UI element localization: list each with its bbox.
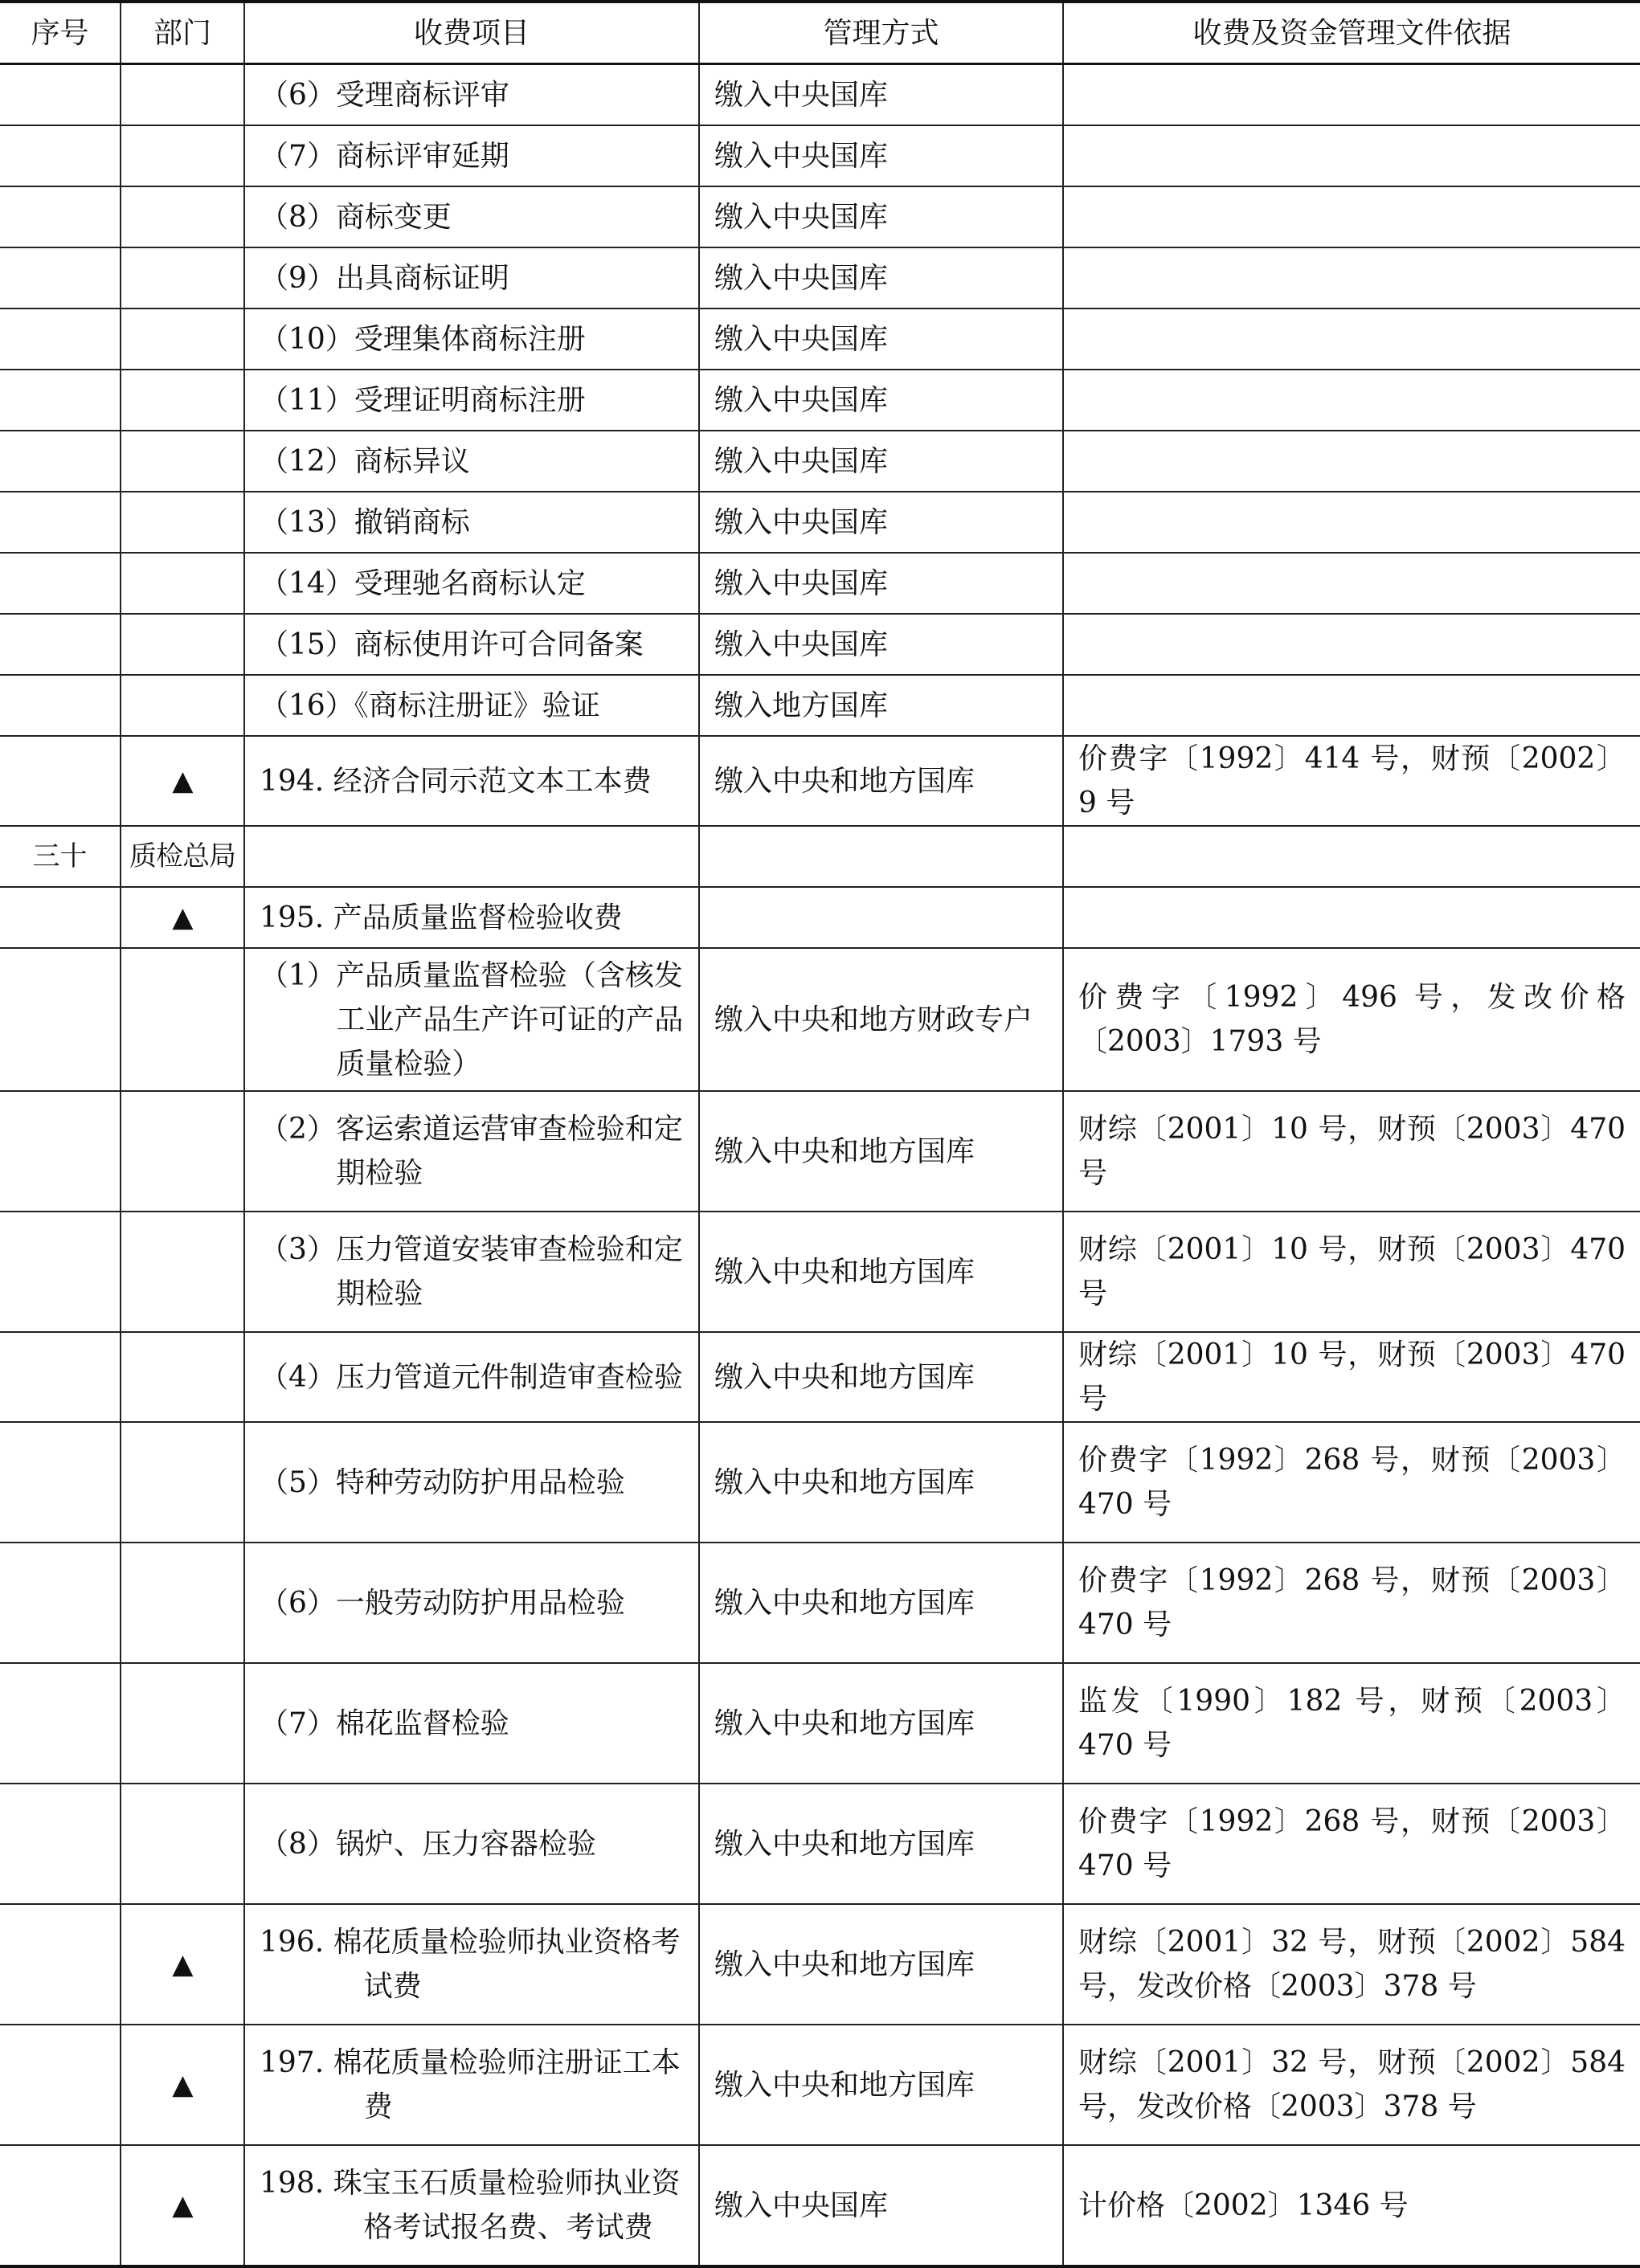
cell-dept — [121, 1091, 244, 1212]
table-row — [0, 309, 1640, 370]
cell-no — [0, 1422, 121, 1543]
cell-no — [0, 553, 121, 614]
triangle-icon: ▲ — [121, 2145, 244, 2266]
cell-item: （7）棉花监督检验 — [244, 1663, 699, 1784]
cell-doc: 财综〔2001〕10 号，财预〔2003〕470 号 — [1063, 1332, 1640, 1422]
cell-no — [0, 309, 121, 370]
cell-dept — [121, 186, 244, 247]
table-row — [0, 1663, 1640, 1784]
cell-no — [0, 64, 121, 126]
table-row — [0, 2145, 1640, 2266]
cell-no — [0, 125, 121, 186]
header-dept: 部门 — [121, 2, 244, 64]
cell-no — [0, 887, 121, 948]
cell-doc — [1063, 247, 1640, 309]
table-row — [0, 431, 1640, 492]
cell-dept — [121, 1663, 244, 1784]
cell-dept — [121, 1212, 244, 1332]
cell-no — [0, 1904, 121, 2025]
cell-item: （8）锅炉、压力容器检验 — [244, 1784, 699, 1904]
cell-mgmt: 缴入中央和地方国库 — [699, 1332, 1063, 1422]
item-text: （3）压力管道安装审查检验和定期检验 — [260, 1233, 683, 1310]
cell-no — [0, 614, 121, 675]
triangle-icon: ▲ — [121, 736, 244, 826]
header-item: 收费项目 — [244, 2, 699, 64]
triangle-icon: ▲ — [121, 887, 244, 948]
cell-mgmt: 缴入中央国库 — [699, 492, 1063, 553]
header-doc: 收费及资金管理文件依据 — [1063, 2, 1640, 64]
cell-mgmt: 缴入地方国库 — [699, 675, 1063, 736]
table-row — [0, 887, 1640, 948]
table-row — [0, 736, 1640, 826]
cell-mgmt — [699, 826, 1063, 887]
cell-item: （13）撤销商标 — [244, 492, 699, 553]
table-row — [0, 492, 1640, 553]
cell-mgmt: 缴入中央和地方国库 — [699, 2025, 1063, 2145]
cell-no — [0, 1212, 121, 1332]
cell-doc — [1063, 553, 1640, 614]
cell-doc: 财综〔2001〕10 号，财预〔2003〕470 号 — [1063, 1212, 1640, 1332]
header-mgmt: 管理方式 — [699, 2, 1063, 64]
cell-no — [0, 1784, 121, 1904]
cell-doc: 财综〔2001〕32 号，财预〔2002〕584 号，发改价格〔2003〕378 号 — [1063, 1904, 1640, 2025]
cell-item: （8）商标变更 — [244, 186, 699, 247]
cell-mgmt — [699, 887, 1063, 948]
cell-item: （4）压力管道元件制造审查检验 — [244, 1332, 699, 1422]
cell-mgmt: 缴入中央国库 — [699, 370, 1063, 431]
cell-doc: 财综〔2001〕32 号，财预〔2002〕584 号，发改价格〔2003〕378 号 — [1063, 2025, 1640, 2145]
cell-dept — [121, 492, 244, 553]
table-row — [0, 186, 1640, 247]
cell-mgmt: 缴入中央国库 — [699, 186, 1063, 247]
cell-mgmt: 缴入中央和地方国库 — [699, 1663, 1063, 1784]
item-text: （2）客运索道运营审查检验和定期检验 — [260, 1113, 683, 1190]
cell-doc — [1063, 370, 1640, 431]
cell-item: （10）受理集体商标注册 — [244, 309, 699, 370]
table-row — [0, 64, 1640, 126]
cell-dept — [121, 1784, 244, 1904]
cell-doc: 监发〔1990〕182 号，财预〔2003〕470 号 — [1063, 1663, 1640, 1784]
cell-item — [244, 1212, 699, 1332]
triangle-icon: ▲ — [121, 2025, 244, 2145]
item-text: 198. 珠宝玉石质量检验师执业资格考试报名费、考试费 — [260, 2167, 681, 2244]
cell-doc: 价费字〔1992〕496 号，发改价格〔2003〕1793 号 — [1063, 948, 1640, 1091]
item-text: （1）产品质量监督检验（含核发工业产品生产许可证的产品质量检验） — [260, 958, 684, 1081]
cell-no — [0, 1332, 121, 1422]
cell-no — [0, 2145, 121, 2266]
cell-dept — [121, 431, 244, 492]
cell-dept — [121, 125, 244, 186]
cell-no — [0, 492, 121, 553]
cell-no — [0, 2025, 121, 2145]
table-row — [0, 826, 1640, 887]
table-row — [0, 2025, 1640, 2145]
cell-doc: 价费字〔1992〕268 号，财预〔2003〕470 号 — [1063, 1784, 1640, 1904]
cell-mgmt: 缴入中央国库 — [699, 125, 1063, 186]
table-row — [0, 1784, 1640, 1904]
cell-doc — [1063, 186, 1640, 247]
cell-item — [244, 2025, 699, 2145]
cell-doc — [1063, 887, 1640, 948]
item-text: 197. 棉花质量检验师注册证工本费 — [260, 2046, 681, 2123]
cell-doc: 价费字〔1992〕268 号，财预〔2003〕470 号 — [1063, 1543, 1640, 1663]
cell-item — [244, 2145, 699, 2266]
table-row — [0, 614, 1640, 675]
cell-item — [244, 948, 699, 1091]
cell-item: （16）《商标注册证》验证 — [244, 675, 699, 736]
cell-doc — [1063, 309, 1640, 370]
cell-no — [0, 370, 121, 431]
cell-item — [244, 1091, 699, 1212]
cell-doc — [1063, 492, 1640, 553]
item-text: 196. 棉花质量检验师执业资格考试费 — [260, 1926, 681, 2003]
cell-dept — [121, 247, 244, 309]
cell-item: （5）特种劳动防护用品检验 — [244, 1422, 699, 1543]
cell-doc — [1063, 125, 1640, 186]
cell-no — [0, 431, 121, 492]
cell-item: （6）受理商标评审 — [244, 64, 699, 126]
cell-no — [0, 948, 121, 1091]
cell-dept — [121, 1332, 244, 1422]
cell-no: 三十 — [0, 826, 121, 887]
cell-dept — [121, 64, 244, 126]
cell-doc — [1063, 614, 1640, 675]
table-row — [0, 675, 1640, 736]
table-row — [0, 1422, 1640, 1543]
cell-dept: 质检总局 — [121, 826, 244, 887]
cell-mgmt: 缴入中央国库 — [699, 553, 1063, 614]
cell-doc: 计价格〔2002〕1346 号 — [1063, 2145, 1640, 2266]
cell-doc: 价费字〔1992〕414 号，财预〔2002〕9 号 — [1063, 736, 1640, 826]
table-row — [0, 1332, 1640, 1422]
cell-no — [0, 675, 121, 736]
cell-doc — [1063, 826, 1640, 887]
cell-mgmt: 缴入中央国库 — [699, 309, 1063, 370]
table-row — [0, 370, 1640, 431]
cell-mgmt: 缴入中央和地方国库 — [699, 1091, 1063, 1212]
cell-mgmt: 缴入中央国库 — [699, 431, 1063, 492]
cell-item: （15）商标使用许可合同备案 — [244, 614, 699, 675]
cell-item — [244, 826, 699, 887]
cell-mgmt: 缴入中央和地方国库 — [699, 1904, 1063, 2025]
cell-dept — [121, 1422, 244, 1543]
table-row — [0, 247, 1640, 309]
cell-item: （11）受理证明商标注册 — [244, 370, 699, 431]
cell-no — [0, 736, 121, 826]
cell-item: 194. 经济合同示范文本工本费 — [244, 736, 699, 826]
cell-dept — [121, 553, 244, 614]
cell-dept — [121, 1543, 244, 1663]
table-row — [0, 1212, 1640, 1332]
cell-mgmt: 缴入中央国库 — [699, 64, 1063, 126]
table-row — [0, 1091, 1640, 1212]
cell-doc — [1063, 64, 1640, 126]
cell-no — [0, 1091, 121, 1212]
cell-doc: 财综〔2001〕10 号，财预〔2003〕470 号 — [1063, 1091, 1640, 1212]
cell-doc: 价费字〔1992〕268 号，财预〔2003〕470 号 — [1063, 1422, 1640, 1543]
cell-no — [0, 186, 121, 247]
cell-mgmt: 缴入中央和地方国库 — [699, 1422, 1063, 1543]
cell-item: （7）商标评审延期 — [244, 125, 699, 186]
cell-item: （6）一般劳动防护用品检验 — [244, 1543, 699, 1663]
table-row — [0, 125, 1640, 186]
cell-mgmt: 缴入中央和地方财政专户 — [699, 948, 1063, 1091]
header-row — [0, 2, 1640, 64]
cell-no — [0, 1663, 121, 1784]
cell-dept — [121, 614, 244, 675]
cell-dept — [121, 675, 244, 736]
cell-mgmt: 缴入中央和地方国库 — [699, 736, 1063, 826]
cell-mgmt: 缴入中央国库 — [699, 614, 1063, 675]
cell-item: （14）受理驰名商标认定 — [244, 553, 699, 614]
cell-item: 195. 产品质量监督检验收费 — [244, 887, 699, 948]
table-row — [0, 1543, 1640, 1663]
cell-no — [0, 247, 121, 309]
cell-no — [0, 1543, 121, 1663]
table-row — [0, 1904, 1640, 2025]
cell-mgmt: 缴入中央和地方国库 — [699, 1212, 1063, 1332]
cell-dept — [121, 309, 244, 370]
cell-mgmt: 缴入中央和地方国库 — [699, 1543, 1063, 1663]
cell-mgmt: 缴入中央和地方国库 — [699, 1784, 1063, 1904]
cell-doc — [1063, 431, 1640, 492]
table-row — [0, 948, 1640, 1091]
cell-item: （9）出具商标证明 — [244, 247, 699, 309]
cell-item: （12）商标异议 — [244, 431, 699, 492]
triangle-icon: ▲ — [121, 1904, 244, 2025]
cell-mgmt: 缴入中央国库 — [699, 247, 1063, 309]
cell-dept — [121, 370, 244, 431]
cell-item — [244, 1904, 699, 2025]
cell-doc — [1063, 675, 1640, 736]
table-row — [0, 553, 1640, 614]
cell-mgmt: 缴入中央国库 — [699, 2145, 1063, 2266]
header-no: 序号 — [0, 2, 121, 64]
cell-dept — [121, 948, 244, 1091]
